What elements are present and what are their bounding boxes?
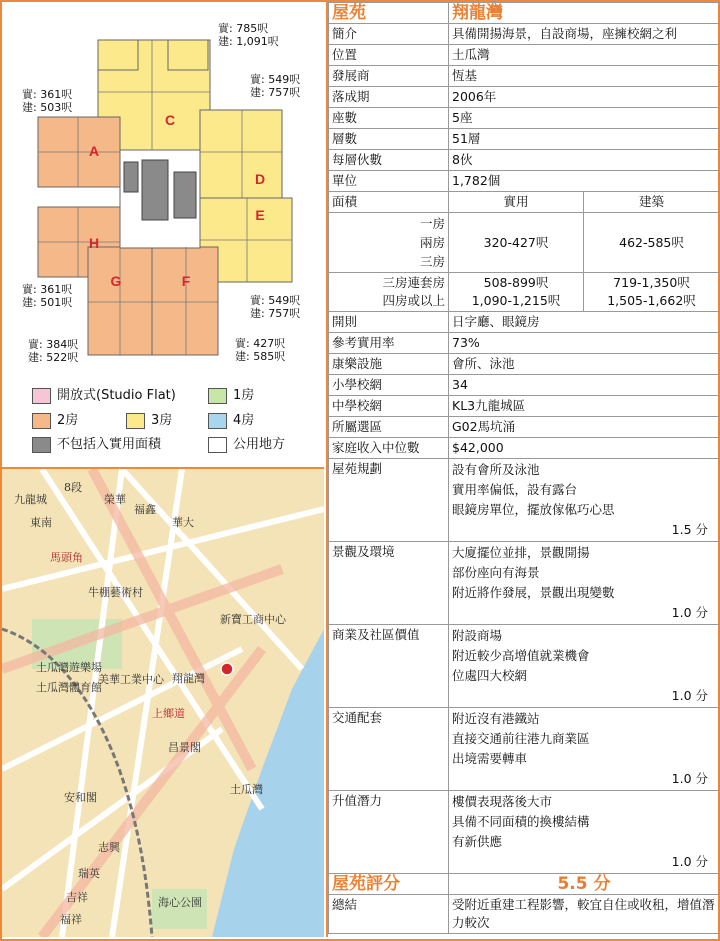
- legend-swatch: [208, 437, 227, 453]
- row-value: 51層: [449, 129, 720, 150]
- row-label: 位置: [329, 45, 449, 66]
- room-types: 一房 兩房 三房: [329, 213, 449, 273]
- row-label: 每層伙數: [329, 150, 449, 171]
- row-value: 具備開揚海景，自設商場，座擁校網之利: [449, 24, 720, 45]
- info-row: [329, 417, 720, 438]
- saleable-range: 320-427呎: [449, 213, 584, 273]
- unit-g-shape: [88, 247, 154, 355]
- info-row: [329, 333, 720, 354]
- info-row: [329, 396, 720, 417]
- map-label: 馬頭角: [50, 551, 83, 564]
- map-label: 海心公園: [158, 896, 202, 909]
- summary-value: 受附近重建工程影響，較宜自住或收租，增值潛力較次: [449, 895, 720, 934]
- rating-label: 升值潛力: [329, 791, 449, 874]
- info-row: [329, 24, 720, 45]
- area-row-small: [329, 213, 720, 273]
- rating-row: [329, 791, 720, 874]
- map-label: 華大: [172, 516, 194, 529]
- rating-score: 1.5 分: [671, 522, 708, 537]
- info-row: [329, 87, 720, 108]
- row-value: 土瓜灣: [449, 45, 720, 66]
- gross-header: 建築: [584, 192, 720, 213]
- rating-score: 1.0 分: [671, 688, 708, 703]
- row-label: 家庭收入中位數: [329, 438, 449, 459]
- saleable-header: 實用: [449, 192, 584, 213]
- row-value: $42,000: [449, 438, 720, 459]
- row-label: 康樂設施: [329, 354, 449, 375]
- map-drawing: [2, 469, 324, 937]
- map-label: 吉祥: [66, 891, 88, 904]
- legend-item-2bed: 2房: [32, 409, 78, 429]
- row-value: 1,782個: [449, 171, 720, 192]
- rating-row: [329, 542, 720, 625]
- map-label: 土瓜灣遊樂場: [36, 661, 102, 674]
- unit-size-label: 實: 384呎 建: 522呎: [28, 338, 79, 364]
- info-row: [329, 108, 720, 129]
- rating-label: 屋苑規劃: [329, 459, 449, 542]
- rating-label: 交通配套: [329, 708, 449, 791]
- rating-row: [329, 708, 720, 791]
- legend-item-common: 公用地方: [208, 433, 285, 453]
- row-label: 所屬選區: [329, 417, 449, 438]
- floor-plan-drawing: [2, 2, 324, 382]
- legend-item-studio: 開放式(Studio Flat): [32, 384, 176, 404]
- map-label: 瑞英: [78, 867, 100, 880]
- overall-label: 屋苑評分: [329, 874, 449, 895]
- map-label: 8段: [64, 481, 82, 494]
- unit-label-h: H: [88, 235, 100, 251]
- summary-row: [329, 895, 720, 934]
- row-label: 發展商: [329, 66, 449, 87]
- row-label: 參考實用率: [329, 333, 449, 354]
- left-column: [2, 2, 324, 937]
- rating-row: [329, 459, 720, 542]
- overall-score: 5.5 分: [449, 874, 720, 895]
- row-label: 單位: [329, 171, 449, 192]
- map-label: 東南: [30, 516, 52, 529]
- unit-f-shape: [152, 247, 218, 355]
- unit-size-label: 實: 549呎 建: 757呎: [250, 73, 301, 99]
- map-label: 昌景閣: [168, 741, 201, 754]
- info-row: [329, 171, 720, 192]
- map-label: 榮華: [104, 493, 126, 506]
- summary-label: 總結: [329, 895, 449, 934]
- map-label: 新寶工商中心: [220, 613, 286, 626]
- area-label: 面積: [329, 192, 449, 213]
- location-map: [2, 469, 324, 937]
- unit-label-a: A: [88, 143, 100, 159]
- legend-swatch: [32, 388, 51, 404]
- area-row-large: [329, 273, 720, 312]
- area-header-row: [329, 192, 720, 213]
- gross-range: 719-1,350呎 1,505-1,662呎: [584, 273, 720, 312]
- unit-size-label: 實: 427呎 建: 585呎: [235, 337, 286, 363]
- info-row: [329, 129, 720, 150]
- row-value: G02馬坑涌: [449, 417, 720, 438]
- row-value: 日字廳、眼鏡房: [449, 312, 720, 333]
- legend-item-1bed: 1房: [208, 384, 254, 404]
- row-value: KL3九龍城區: [449, 396, 720, 417]
- estate-header-row: [329, 3, 720, 24]
- estate-info-table: [328, 2, 720, 934]
- row-label: 開則: [329, 312, 449, 333]
- info-row: [329, 312, 720, 333]
- map-label: 美華工業中心: [98, 673, 164, 686]
- map-label: 土瓜灣體育館: [36, 681, 102, 694]
- rating-detail: 設有會所及泳池 實用率偏低，設有露台 眼鏡房單位，擺放傢俬巧心思 1.5 分: [449, 459, 720, 542]
- unit-d-shape: [200, 110, 282, 198]
- gross-range: 462-585呎: [584, 213, 720, 273]
- rating-detail: 大廈擺位並排，景觀開揚 部份座向有海景 附近將作發展，景觀出現變數 1.0 分: [449, 542, 720, 625]
- estate-name: 翔龍灣: [449, 3, 720, 24]
- unit-label-d: D: [254, 171, 266, 187]
- unit-size-label: 實: 785呎 建: 1,091呎: [218, 22, 279, 48]
- unit-label-c: C: [164, 112, 176, 128]
- rating-detail: 附近沒有港鐵站 直接交通前往港九商業區 出境需要轉車 1.0 分: [449, 708, 720, 791]
- map-label: 牛棚藝術村: [88, 586, 143, 599]
- row-label: 小學校網: [329, 375, 449, 396]
- map-label: 志興: [98, 841, 120, 854]
- legend-swatch: [32, 413, 51, 429]
- unit-label-e: E: [255, 207, 265, 223]
- row-value: 34: [449, 375, 720, 396]
- row-value: 會所、泳池: [449, 354, 720, 375]
- map-label: 翔龍灣: [172, 672, 205, 685]
- row-label: 簡介: [329, 24, 449, 45]
- info-panel: [326, 2, 720, 937]
- row-label: 中學校網: [329, 396, 449, 417]
- map-label: 上鄉道: [152, 707, 185, 720]
- legend-item-4bed: 4房: [208, 409, 254, 429]
- rating-label: 商業及社區價值: [329, 625, 449, 708]
- info-row: [329, 354, 720, 375]
- row-value: 73%: [449, 333, 720, 354]
- rating-label: 景觀及環境: [329, 542, 449, 625]
- rating-detail: 樓價表現落後大市 具備不同面積的換樓結構 有新供應 1.0 分: [449, 791, 720, 874]
- legend-swatch: [208, 413, 227, 429]
- row-label: 落成期: [329, 87, 449, 108]
- legend-item-excluded: 不包括入實用面積: [32, 433, 161, 453]
- row-label: 層數: [329, 129, 449, 150]
- info-row: [329, 45, 720, 66]
- row-label: 座數: [329, 108, 449, 129]
- legend-swatch: [208, 388, 227, 404]
- map-label: 福鑫: [134, 503, 156, 516]
- info-row: [329, 375, 720, 396]
- map-label: 土瓜灣: [230, 783, 263, 796]
- unit-label-f: F: [181, 273, 191, 289]
- floor-plan: [2, 2, 324, 469]
- info-row: [329, 438, 720, 459]
- info-row: [329, 150, 720, 171]
- legend-swatch: [32, 437, 51, 453]
- legend-item-3bed: 3房: [126, 409, 172, 429]
- saleable-range: 508-899呎 1,090-1,215呎: [449, 273, 584, 312]
- row-value: 8伙: [449, 150, 720, 171]
- row-value: 5座: [449, 108, 720, 129]
- rating-score: 1.0 分: [671, 605, 708, 620]
- rating-detail: 附設商場 附近較少高增值就業機會 位處四大校網 1.0 分: [449, 625, 720, 708]
- map-label: 九龍城: [14, 493, 47, 506]
- map-label: 福祥: [60, 913, 82, 926]
- unit-label-g: G: [110, 273, 122, 289]
- room-types: 三房連套房 四房或以上: [329, 273, 449, 312]
- rating-score: 1.0 分: [671, 854, 708, 869]
- map-label: 安和閣: [64, 791, 97, 804]
- unit-size-label: 實: 361呎 建: 501呎: [22, 283, 73, 309]
- rating-row: [329, 625, 720, 708]
- estate-label: 屋苑: [329, 3, 449, 24]
- legend-swatch: [126, 413, 145, 429]
- rating-score: 1.0 分: [671, 771, 708, 786]
- info-row: [329, 66, 720, 87]
- row-value: 2006年: [449, 87, 720, 108]
- unit-size-label: 實: 549呎 建: 757呎: [250, 294, 301, 320]
- estate-marker-icon: [221, 663, 233, 675]
- row-value: 恆基: [449, 66, 720, 87]
- overall-row: [329, 874, 720, 895]
- unit-size-label: 實: 361呎 建: 503呎: [22, 88, 73, 114]
